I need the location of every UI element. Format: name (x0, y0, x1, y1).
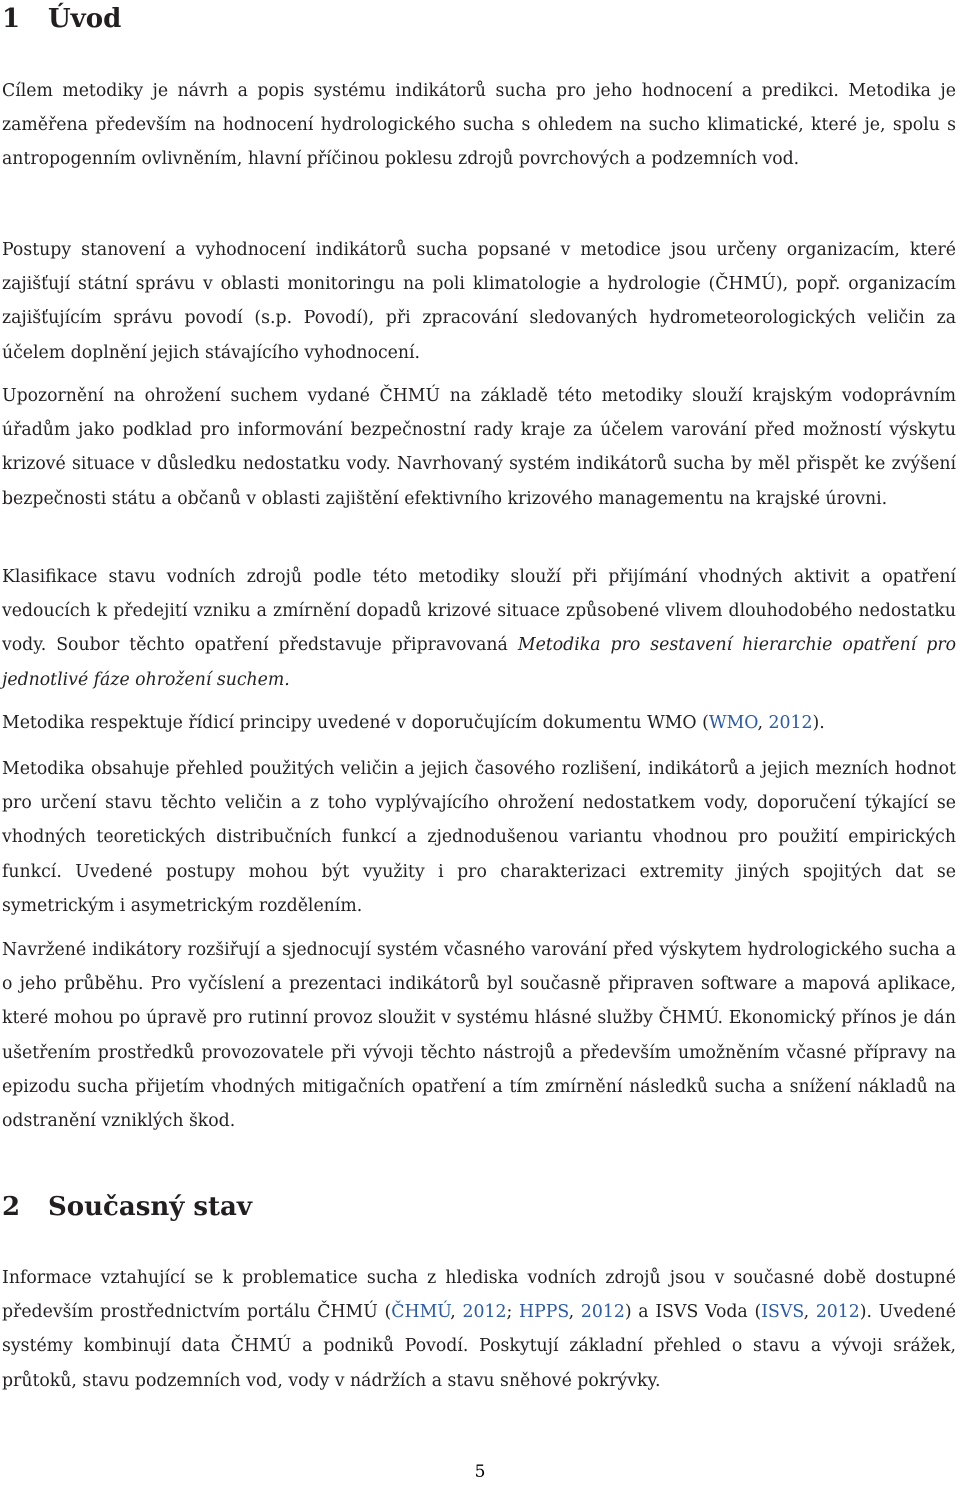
citation-isvs-year[interactable]: 2012 (815, 1302, 860, 1323)
paragraph-classification (2, 560, 956, 697)
paragraph-current-state-text: ). Uvedené systémy kombinují data ČHMÚ a podniků Povodí. Poskytují základní přehled o stavu a vývoji srážek, průtoků, stavu podzemních vod, vody v nádržích a stavu sněhové pokrývky. (2, 1302, 956, 1391)
paragraph-procedures: Postupy stanovení a vyhodnocení indikátorů sucha popsané v metodice jsou určeny organizacím, které zajišťují státní správu v oblasti monitoringu na poli klimatologie a hydrologie (ČHMÚ), popř. organizacím zajišťujícím správu povodí (s.p. Povodí), při zpracování sledovaných hydrometeorologických veličin za účelem doplnění jejich stávajícího vyhodnocení. (2, 240, 956, 363)
citation-hpps-name[interactable]: HPPS (519, 1302, 569, 1323)
section-heading-current-state (2, 1190, 252, 1224)
citation-wmo-year[interactable]: 2012 (768, 713, 813, 733)
section-number: 2 (2, 1192, 21, 1222)
paragraph-classification-text: Klasifikace stavu vodních zdrojů podle této metodiky slouží při přijímání vhodných aktivit a opatření vedoucích k předejití vzniku a zmírnění dopadů krizové situace způsobené vlivem dlouhodobého nedostatku vody. Soubor těchto opatření představuje připravovaná (2, 567, 956, 656)
paragraph-warning: Upozornění na ohrožení suchem vydané ČHMÚ na základě této metodiky slouží krajským vodoprávním úřadům jako podklad pro informování bezpečnostní rady kraje za účelem varování před možností výskytu krizové situace v důsledku nedostatku vody. Navrhovaný systém indikátorů sucha by měl přispět ke zvýšení bezpečnosti státu a občanů v oblasti zajištění efektivního krizového managementu na krajské úrovni. (2, 386, 956, 509)
paragraph-indicators: Navržené indikátory rozšiřují a sjednocují systém včasného varování před výskytem hydrologického sucha a o jeho průběhu. Pro vyčíslení a prezentaci indikátorů byl současně připraven software a mapová aplikace, které mohou po úpravě pro rutinní provoz sloužit v systému hlásné služby ČHMÚ. Ekonomický přínos je dán ušetřením prostředků provozovatele při vývoji těchto nástrojů a především umožněním včasné přípravy na epizodu sucha přijetím vhodných mitigačních opatření a tím zmírnění následků sucha a snížení nákladů na odstranění vzniklých škod. (2, 940, 956, 1132)
citation-wmo-name[interactable]: WMO (708, 713, 758, 733)
section-heading-intro (2, 2, 121, 36)
paragraph-current-state (2, 1261, 956, 1398)
citation-separator: , (803, 1302, 816, 1323)
page-number: 5 (474, 1462, 486, 1482)
citation-semicolon: ; (506, 1302, 520, 1323)
citation-hpps-year[interactable]: 2012 (580, 1302, 625, 1323)
section-title: Úvod (48, 4, 122, 34)
methodology-title-italic: Metodika pro sestavení hierarchie opatření pro jednotlivé fáze ohrožení suchem. (2, 635, 956, 690)
paragraph-wmo (2, 706, 956, 740)
paragraph-current-state-text: Informace vztahující se k problematice sucha z hlediska vodních zdrojů jsou v současné době dostupné především prostřednictvím portálu ČHMÚ ( (2, 1268, 956, 1323)
citation-separator: , (450, 1302, 463, 1323)
paragraph-contents: Metodika obsahuje přehled použitých veličin a jejich časového rozlišení, indikátorů a jejich mezních hodnot pro určení stavu těchto veličin a z toho vyplývajícího ohrožení nedostatkem vody, doporučení týkající se vhodných teoretických distribučních funkcí a zjednodušenou variantu vhodnou pro použití empirických funkcí. Uvedené postupy mohou být využity i pro charakterizaci extremity jiných spojitých dat se symetrickým i asymetrickým rozdělením. (2, 759, 956, 916)
paragraph-goal: Cílem metodiky je návrh a popis systému indikátorů sucha pro jeho hodnocení a predikci. Metodika je zaměřena především na hodnocení hydrologického sucha s ohledem na sucho klimatické, které je, spolu s antropogenním ovlivněním, hlavní příčinou poklesu zdrojů povrchových a podzemních vod. (2, 81, 956, 170)
section-number: 1 (2, 4, 21, 34)
paragraph-wmo-text: Metodika respektuje řídicí principy uvedené v doporučujícím dokumentu WMO ( (2, 713, 709, 733)
citation-isvs-name[interactable]: ISVS (761, 1302, 804, 1323)
citation-separator: , (568, 1302, 581, 1323)
citation-chmu-name[interactable]: ČHMÚ (391, 1302, 451, 1323)
paragraph-wmo-end: ). (812, 713, 825, 733)
citation-chmu-year[interactable]: 2012 (462, 1302, 507, 1323)
paragraph-current-state-text: ) a ISVS Voda ( (624, 1302, 762, 1323)
citation-separator: , (757, 713, 769, 733)
section-title: Současný stav (48, 1192, 253, 1222)
